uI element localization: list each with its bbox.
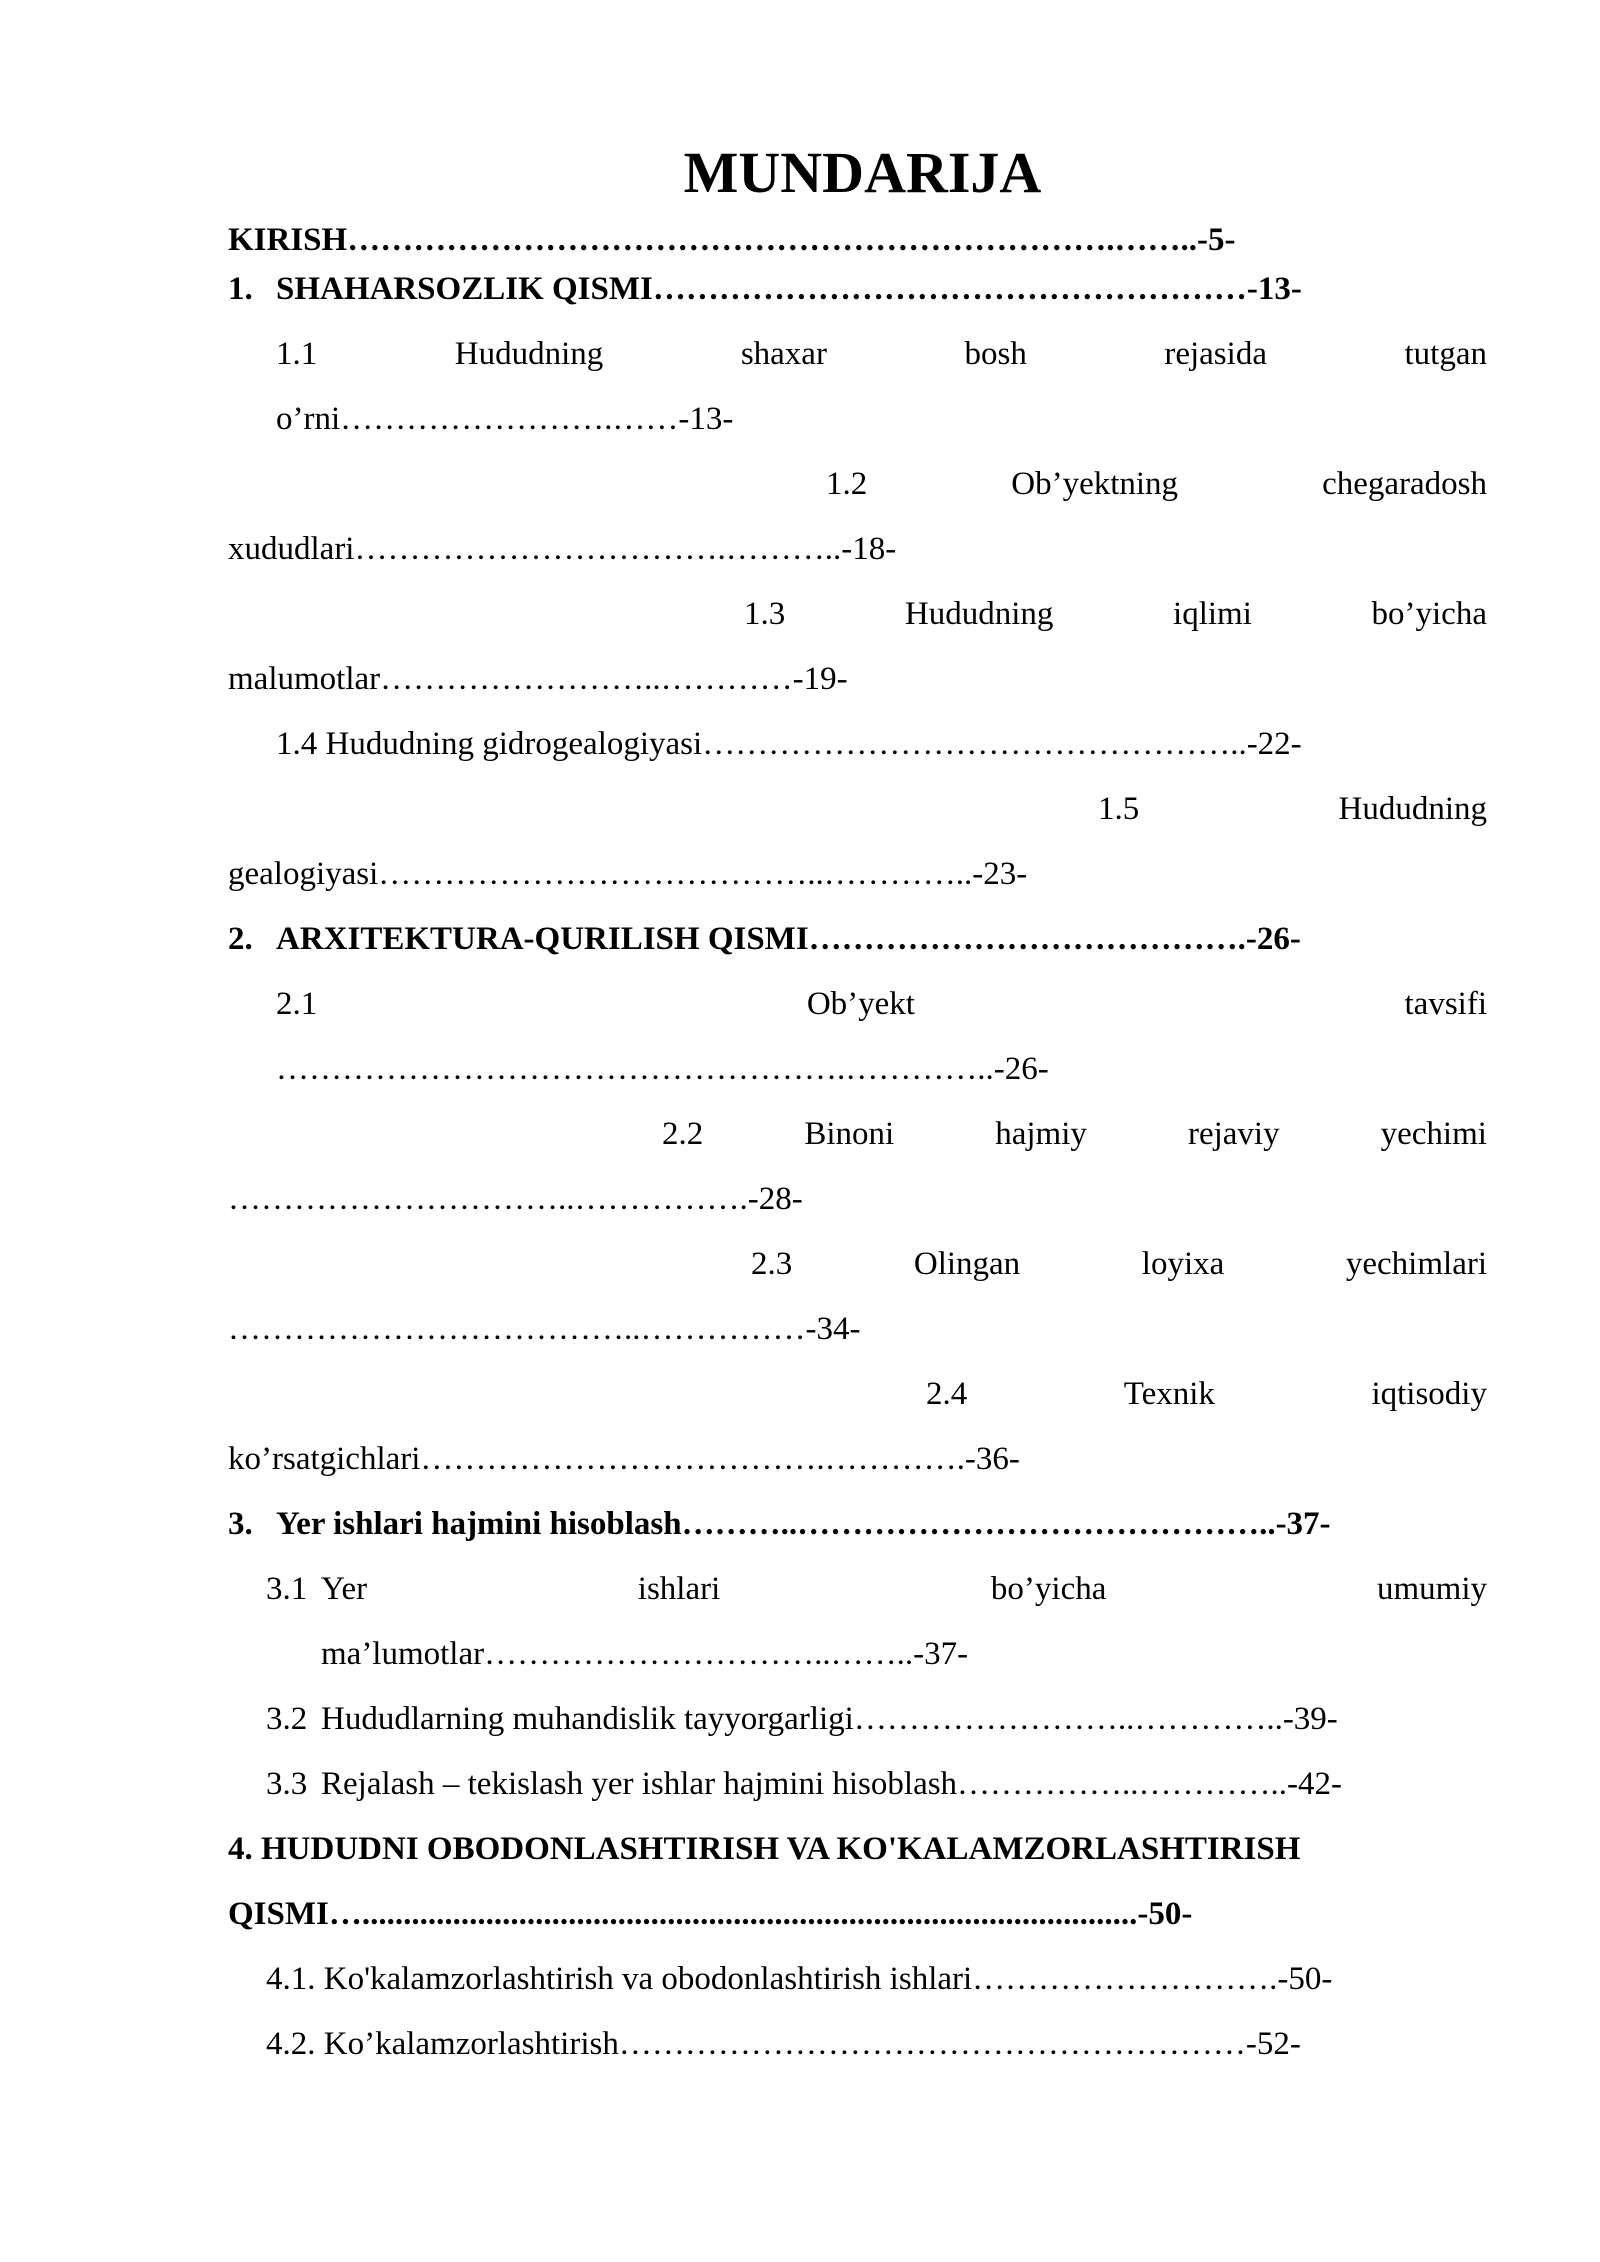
toc-section-1 — [228, 269, 1302, 309]
toc-word: loyixa — [1141, 1246, 1225, 1282]
page-title: MUNDARIJA — [683, 140, 1042, 205]
toc-word: 1.3 — [744, 596, 786, 632]
toc-word: Texnik — [1123, 1376, 1215, 1412]
toc-entry-2-4-continued: ko’rsatgichlari……………………………….………….-36- — [228, 1441, 1020, 1477]
toc-word: hajmiy — [995, 1116, 1087, 1152]
toc-word: bo’yicha — [1371, 596, 1487, 632]
toc-entry-2-2-continued: …………………………..…………….-28- — [228, 1181, 803, 1217]
toc-word: Ob’yekt — [806, 986, 915, 1022]
toc-section-number: 1. — [228, 271, 253, 307]
toc-entry-3-2-number: 3.2 — [266, 1701, 308, 1737]
toc-entry-2-2 — [662, 1114, 1487, 1154]
toc-entry-1-3-continued: malumotlar……………………..…………-19- — [228, 661, 848, 697]
toc-word: 1.5 — [1098, 791, 1140, 827]
toc-section-4-continued: QISMI…..............................................................................................-50- — [228, 1896, 1193, 1932]
toc-section-number: 3. — [228, 1506, 253, 1542]
toc-word: Ob’yektning — [1011, 466, 1179, 502]
toc-entry-1-4: 1.4 Hududning gidrogealogiyasi…………………………………………..-22- — [276, 726, 1302, 762]
toc-entry-1-2 — [826, 464, 1487, 504]
toc-entry-4-1: 4.1. Ko'kalamzorlashtirish va obodonlashtirish ishlari……………………….-50- — [266, 1961, 1333, 1997]
toc-word: umumiy — [1376, 1571, 1487, 1607]
toc-section-4: 4. HUDUDNI OBODONLASHTIRISH VA KO'KALAMZORLASHTIRISH — [228, 1831, 1301, 1867]
toc-entry-3-3: Rejalash – tekislash yer ishlar hajmini hisoblash……………..…………..-42- — [321, 1766, 1343, 1802]
toc-entry-2-4 — [926, 1374, 1487, 1414]
toc-word: tutgan — [1404, 336, 1487, 372]
toc-word: bo’yicha — [990, 1571, 1107, 1607]
toc-word: Hududning — [454, 336, 604, 372]
toc-word: iqlimi — [1173, 596, 1252, 632]
toc-word: tavsifi — [1404, 986, 1487, 1022]
toc-word: shaxar — [740, 336, 827, 372]
toc-word: 2.3 — [751, 1246, 793, 1282]
toc-entry-1-2-continued: xududlari…………………………….………..-18- — [228, 531, 897, 567]
toc-entry-1-3 — [744, 594, 1487, 634]
toc-word: yechimlari — [1345, 1246, 1487, 1282]
toc-word: Olingan — [913, 1246, 1021, 1282]
toc-section-title: Yer ishlari hajmini hisoblash………..……………………………………..-37- — [276, 1506, 1331, 1542]
toc-section-title: SHAHARSOZLIK QISMI………………………………………………-13- — [276, 271, 1302, 307]
toc-word: 1.1 — [276, 336, 318, 372]
toc-word: 2.2 — [662, 1116, 704, 1152]
toc-word: Hududning — [904, 596, 1054, 632]
toc-entry-2-3-continued: ………………………………..……………-34- — [228, 1311, 861, 1347]
toc-section-number: 2. — [228, 921, 253, 957]
toc-entry-1-1-continued: o’rni…………………….……-13- — [276, 401, 734, 437]
toc-word: 2.1 — [276, 986, 318, 1022]
toc-entry-3-1-continued: ma’lumotlar…………………………..……..-37- — [321, 1636, 969, 1672]
toc-word: ishlari — [637, 1571, 721, 1607]
toc-entry-3-1 — [321, 1569, 1487, 1609]
toc-word: bosh — [964, 336, 1027, 372]
toc-section-3 — [228, 1504, 1331, 1544]
toc-entry-3-1-number: 3.1 — [266, 1571, 308, 1607]
toc-entry-1-5-continued: gealogiyasi…………………………………..…………..-23- — [228, 856, 1028, 892]
toc-entry-2-1 — [276, 984, 1487, 1024]
toc-word: chegaradosh — [1322, 466, 1487, 502]
toc-section-title: ARXITEKTURA-QURILISH QISMI………………………………….-26- — [276, 921, 1301, 957]
toc-word: Hududning — [1338, 791, 1487, 827]
toc-entry-3-3-number: 3.3 — [266, 1766, 308, 1802]
toc-entry-3-2: Hududlarning muhandislik tayyorgarligi……………………..…………..-39- — [321, 1701, 1338, 1737]
toc-word: Binoni — [804, 1116, 895, 1152]
toc-entry-2-1-continued: …………………………………………….…………..-26- — [276, 1051, 1049, 1087]
toc-word: 2.4 — [926, 1376, 968, 1412]
toc-word: rejasida — [1164, 336, 1267, 372]
toc-entry-4-2: 4.2. Ko’kalamzorlashtirish…………………………………………………-52- — [266, 2026, 1301, 2062]
toc-word: iqtisodiy — [1371, 1376, 1487, 1412]
toc-word: Yer — [321, 1571, 368, 1607]
toc-entry-kirish: KIRISH…………………………………………………………….……..-5- — [228, 222, 1236, 258]
toc-entry-2-3 — [751, 1244, 1487, 1284]
toc-word: 1.2 — [826, 466, 868, 502]
toc-section-2 — [228, 919, 1301, 959]
toc-entry-1-5 — [1098, 789, 1487, 829]
toc-word: rejaviy — [1187, 1116, 1280, 1152]
toc-word: yechimi — [1380, 1116, 1487, 1152]
toc-entry-1-1 — [276, 334, 1487, 374]
